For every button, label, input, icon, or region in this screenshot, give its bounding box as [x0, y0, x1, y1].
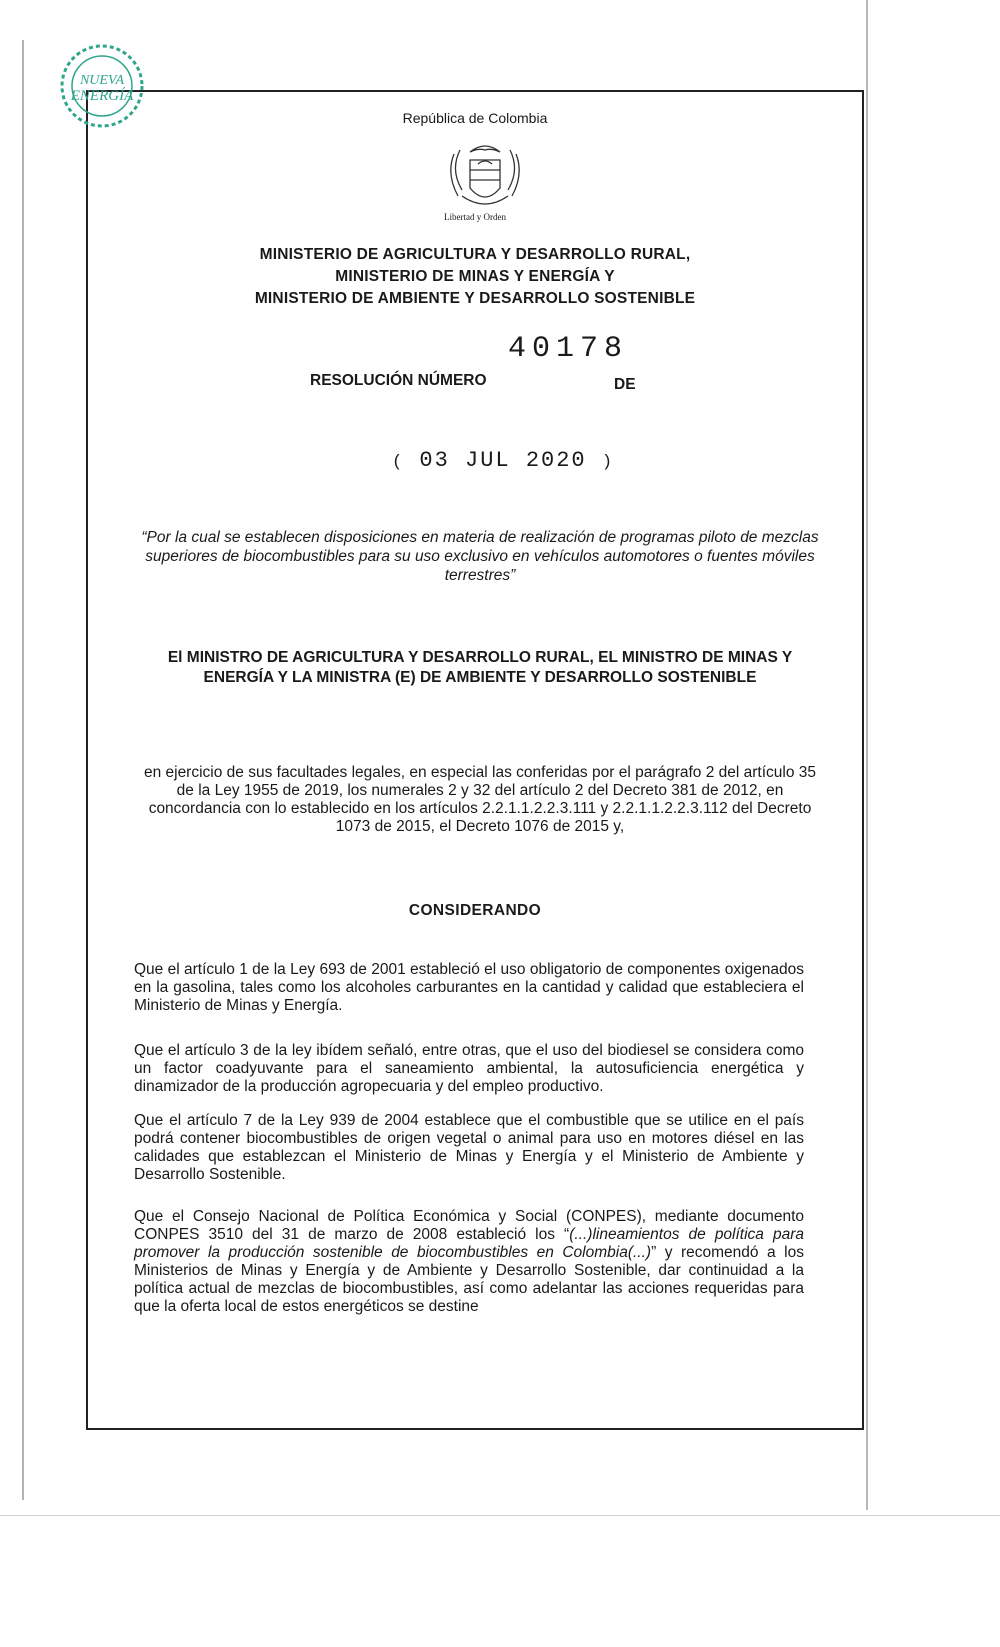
date-close-bracket: ): [601, 453, 615, 472]
resolution-date: [392, 448, 614, 473]
considerando-paragraph: [134, 1208, 804, 1316]
considerando-paragraph: Que el artículo 7 de la Ley 939 de 2004 establece que el combustible que se utilice en el país podrá contener biocombustibles de origen vegetal o animal para uso en motores diésel en las calidades que establezcan el Ministerio de Minas y Energía y el Ministerio de Ambiente y Desarrollo Sostenible.: [134, 1112, 804, 1183]
resolution-subject: “Por la cual se establecen disposiciones en materia de realización de programas piloto de mezclas superiores de biocombustibles para su uso exclusivo en vehículos automotores o fuentes móviles terrestres”: [141, 529, 819, 584]
paragraph-quote: (...)lineamientos de política para promover la producción sostenible de biocombustibles en Colombia(...): [134, 1226, 804, 1261]
scan-artifact-left: [22, 40, 24, 1500]
considerando-paragraph: Que el artículo 1 de la Ley 693 de 2001 estableció el uso obligatorio de componentes oxigenados en la gasolina, tales como los alcoholes carburantes en la cantidad y calidad que estableciera el Ministerio de Minas y Energía.: [134, 961, 804, 1014]
date-value: 03 JUL 2020: [419, 448, 587, 473]
issuing-ministries: [86, 244, 864, 310]
date-open-bracket: (: [392, 453, 405, 472]
resolution-number: 40178: [508, 332, 629, 366]
resolution-label: RESOLUCIÓN NÚMERO: [310, 372, 487, 389]
ministry-line: MINISTERIO DE MINAS Y ENERGÍA Y: [335, 268, 615, 285]
scan-page-edge: [0, 1515, 1000, 1516]
ministry-line: MINISTERIO DE AGRICULTURA Y DESARROLLO RURAL,: [259, 246, 691, 263]
legal-faculties: en ejercicio de sus facultades legales, en especial las conferidas por el parágrafo 2 del artículo 35 de la Ley 1955 de 2019, los numerales 2 y 32 del artículo 2 del Decreto 381 de 2012, en concordancia con lo establecido en los artículos 2.2.1.1.2.2.3.111 y 2.2.1.1.2.2.3.112 del Decreto 1073 de 2015, el Decreto 1076 de 2015 y,: [143, 764, 817, 835]
signing-ministers: El MINISTRO DE AGRICULTURA Y DESARROLLO RURAL, EL MINISTRO DE MINAS Y ENERGÍA Y LA MINISTRA (E) DE AMBIENTE Y DESARROLLO SOSTENIBLE: [167, 649, 793, 686]
resolution-de: DE: [614, 376, 636, 393]
scan-artifact-right: [866, 0, 868, 1510]
considerando-heading: CONSIDERANDO: [408, 902, 542, 919]
considerando-paragraph: Que el artículo 3 de la ley ibídem señaló, entre otras, que el uso del biodiesel se considera como un factor coadyuvante para el saneamiento ambiental, la autosuficiencia energética y dinamizador de la producción agropecuaria y del empleo productivo.: [134, 1042, 804, 1095]
paragraph-text: ” y recomendó a los Ministerios de Minas y Energía y de Ambiente y Desarrollo Sostenible, dar continuidad a la política actual de mezclas de biocombustibles, así como adelantar las acciones requeridas para que la oferta local de estos energéticos se destine: [134, 1244, 804, 1315]
svg-text:NUEVA: NUEVA: [79, 73, 125, 88]
ministry-line: MINISTERIO DE AMBIENTE Y DESARROLLO SOSTENIBLE: [254, 290, 696, 307]
coat-of-arms-icon: [440, 140, 530, 216]
country-name: República de Colombia: [402, 110, 548, 126]
svg-text:ENERGÍA: ENERGÍA: [70, 88, 134, 104]
national-motto: Libertad y Orden: [444, 212, 506, 222]
paragraph-text: Que el Consejo Nacional de Política Económica y Social (CONPES), mediante documento CONPES 3510 del 31 de marzo de 2008 estableció los “: [134, 1208, 804, 1243]
